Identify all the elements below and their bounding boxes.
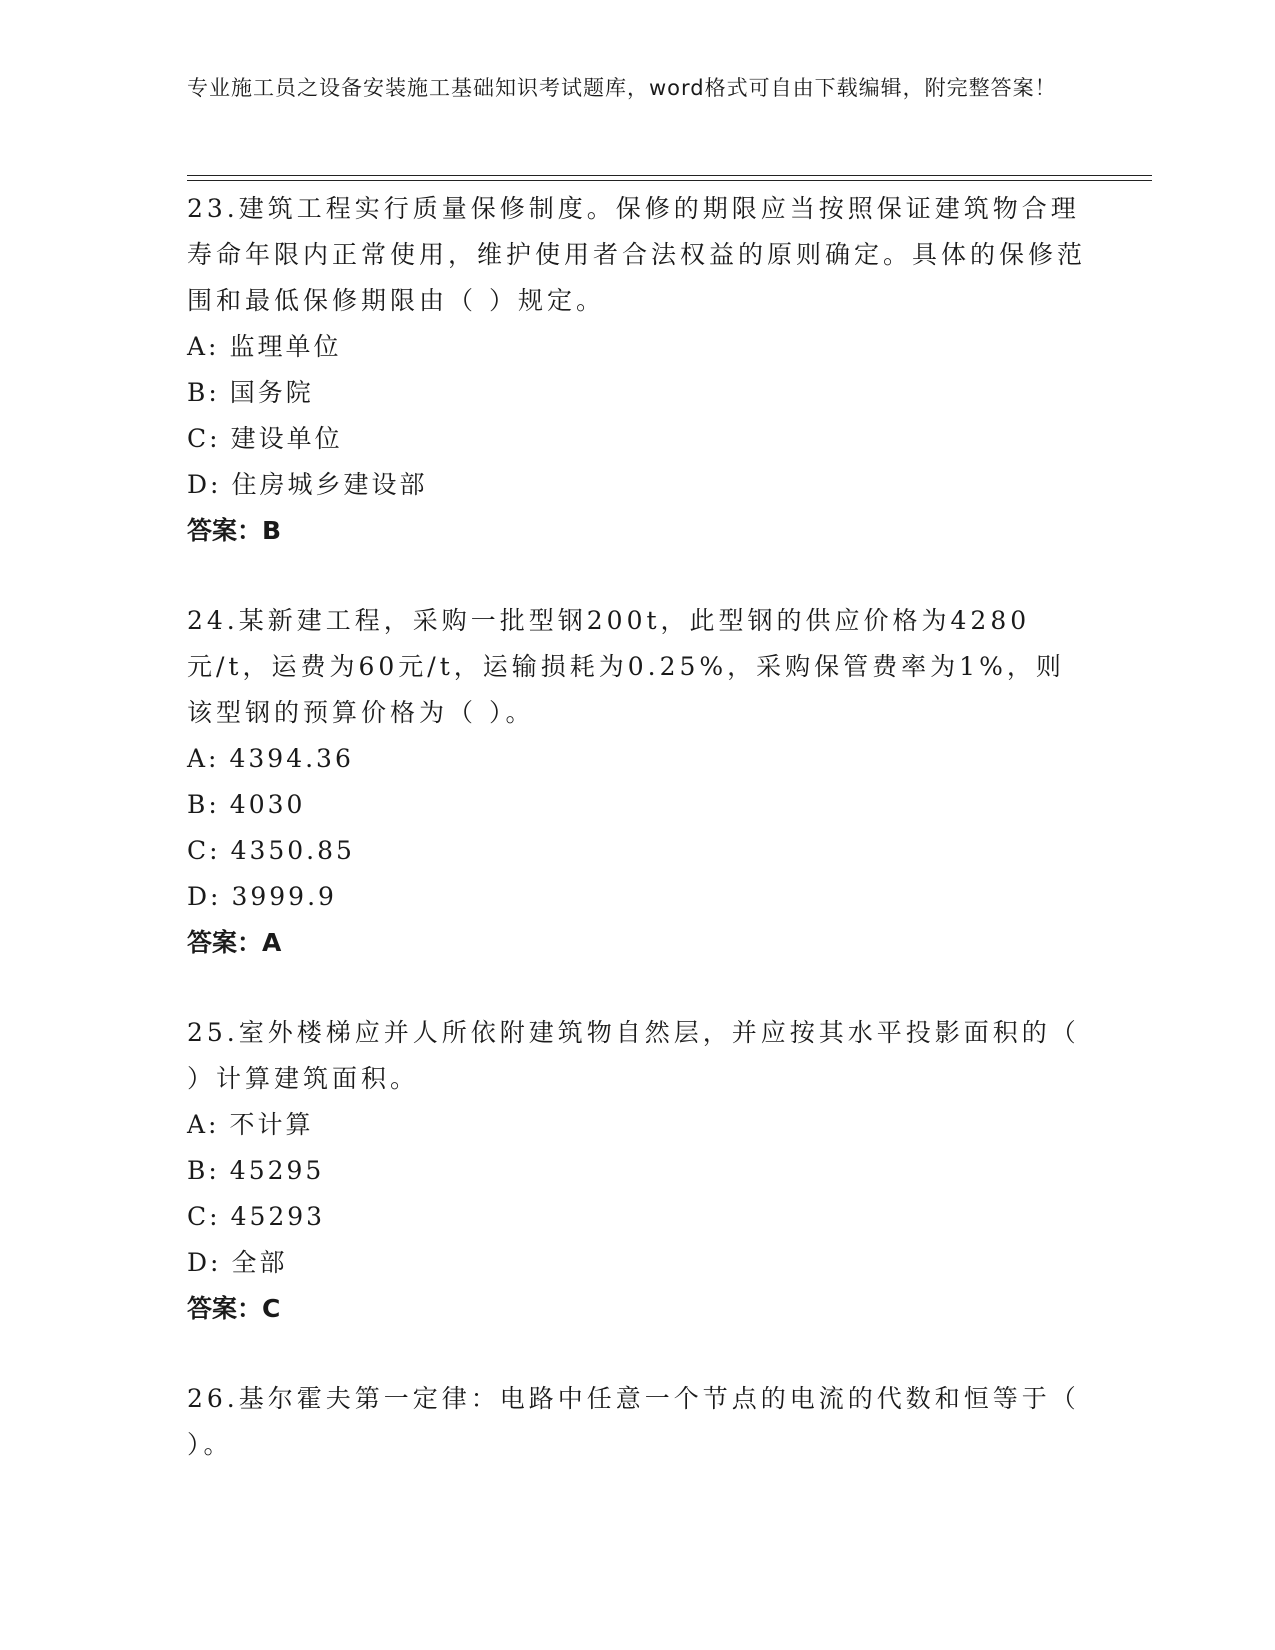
option-c xyxy=(187,416,1087,462)
option-a xyxy=(187,324,1087,370)
option-text: 4030 xyxy=(229,790,306,819)
option-b xyxy=(187,1148,1087,1194)
question-text: 23.建筑工程实行质量保修制度。保修的期限应当按照保证建筑物合理寿命年限内正常使用，维护使用者合法权益的原则确定。具体的保修范围和最低保修期限由（ ）规定。 xyxy=(187,194,1087,315)
option-label: D: xyxy=(187,1248,222,1277)
question-24 xyxy=(187,598,1087,966)
option-label: A: xyxy=(187,744,220,773)
option-d xyxy=(187,1240,1087,1286)
option-b xyxy=(187,370,1087,416)
option-label: C: xyxy=(187,836,221,865)
header-rule-top xyxy=(187,175,1152,176)
option-text: 不计算 xyxy=(229,1110,314,1139)
option-text: 住房城乡建设部 xyxy=(231,470,428,499)
answer-text: 答案：B xyxy=(187,516,282,545)
question-25 xyxy=(187,1010,1087,1332)
option-label: B: xyxy=(187,1156,220,1185)
option-c xyxy=(187,828,1087,874)
option-label: C: xyxy=(187,424,221,453)
option-a xyxy=(187,736,1087,782)
option-text: 国务院 xyxy=(229,378,314,407)
answer-text: 答案：A xyxy=(187,928,282,957)
option-text: 45295 xyxy=(229,1156,325,1185)
option-label: A: xyxy=(187,332,220,361)
option-c xyxy=(187,1194,1087,1240)
option-label: D: xyxy=(187,470,222,499)
option-text: 3999.9 xyxy=(231,882,337,911)
question-23 xyxy=(187,186,1087,554)
option-text: 4350.85 xyxy=(230,836,355,865)
option-b xyxy=(187,782,1087,828)
option-label: C: xyxy=(187,1202,221,1231)
document-header: 专业施工员之设备安装施工基础知识考试题库，word格式可自由下载编辑，附完整答案！ xyxy=(187,76,1057,100)
option-label: D: xyxy=(187,882,222,911)
option-d xyxy=(187,874,1087,920)
option-d xyxy=(187,462,1087,508)
question-list xyxy=(187,186,1087,1512)
answer-text: 答案：C xyxy=(187,1294,281,1323)
header-rule-bottom xyxy=(187,180,1152,181)
option-label: B: xyxy=(187,790,220,819)
question-text: 25.室外楼梯应并人所依附建筑物自然层，并应按其水平投影面积的（ ）计算建筑面积。 xyxy=(187,1018,1080,1093)
option-text: 建设单位 xyxy=(230,424,343,453)
question-26 xyxy=(187,1376,1087,1468)
option-label: A: xyxy=(187,1110,220,1139)
option-text: 45293 xyxy=(230,1202,326,1231)
option-text: 4394.36 xyxy=(229,744,354,773)
question-text: 26.基尔霍夫第一定律：电路中任意一个节点的电流的代数和恒等于（ ）。 xyxy=(187,1384,1080,1459)
option-a xyxy=(187,1102,1087,1148)
question-text: 24.某新建工程，采购一批型钢200t，此型钢的供应价格为4280元/t，运费为60元/t，运输损耗为0.25%，采购保管费率为1%，则该型钢的预算价格为（ ）。 xyxy=(187,606,1065,727)
option-label: B: xyxy=(187,378,220,407)
option-text: 全部 xyxy=(231,1248,288,1277)
option-text: 监理单位 xyxy=(229,332,342,361)
